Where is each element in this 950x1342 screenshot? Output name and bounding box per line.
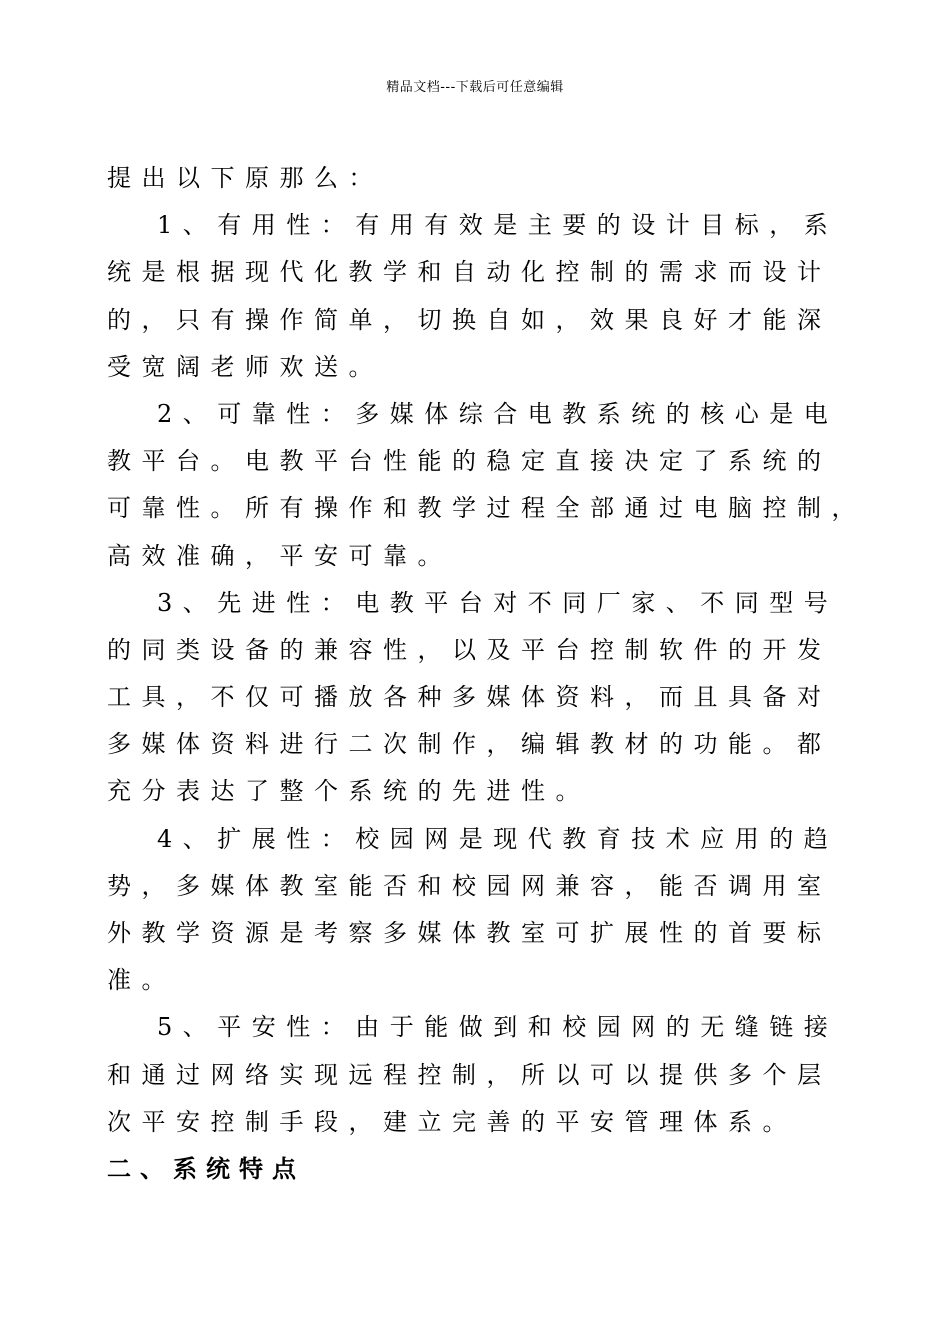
body-line: 5、平安性：由于能做到和校园网的无缝链接 xyxy=(157,1013,839,1042)
section-heading: 二、系统特点 xyxy=(107,1154,305,1183)
body-line: 工具，不仅可播放各种多媒体资料，而且具备对 xyxy=(107,683,832,712)
body-line: 3、先进性：电教平台对不同厂家、不同型号 xyxy=(157,588,839,617)
body-line: 受宽阔老师欢送。 xyxy=(107,352,383,381)
body-line: 提出以下原那么： xyxy=(107,164,383,192)
page-header: 精品文档---下载后可任意编辑 xyxy=(386,80,564,95)
body-line: 1、有用性：有用有效是主要的设计目标，系 xyxy=(157,211,839,240)
body-line: 高效准确，平安可靠。 xyxy=(107,541,452,570)
body-line: 4、扩展性：校园网是现代教育技术应用的趋 xyxy=(157,824,839,853)
body-line: 教平台。电教平台性能的稳定直接决定了系统的 xyxy=(107,447,832,476)
body-line: 势，多媒体教室能否和校园网兼容，能否调用室 xyxy=(107,871,832,900)
body-line: 多媒体资料进行二次制作，编辑教材的功能。都 xyxy=(107,730,832,759)
body-line: 和通过网络实现远程控制，所以可以提供多个层 xyxy=(107,1060,832,1089)
body-line: 次平安控制手段，建立完善的平安管理体系。 xyxy=(107,1107,797,1136)
document-body xyxy=(107,155,867,1193)
body-line: 可靠性。所有操作和教学过程全部通过电脑控制， xyxy=(107,494,866,523)
body-line: 的同类设备的兼容性，以及平台控制软件的开发 xyxy=(107,635,832,664)
body-line: 外教学资源是考察多媒体教室可扩展性的首要标 xyxy=(107,919,832,947)
body-line: 准。 xyxy=(107,966,176,995)
body-line: 统是根据现代化教学和自动化控制的需求而设计 xyxy=(107,258,832,287)
body-line: 充分表达了整个系统的先进性。 xyxy=(107,777,590,806)
body-line: 的，只有操作简单，切换自如，效果良好才能深 xyxy=(107,305,832,334)
body-line: 2、可靠性：多媒体综合电教系统的核心是电 xyxy=(157,399,839,428)
